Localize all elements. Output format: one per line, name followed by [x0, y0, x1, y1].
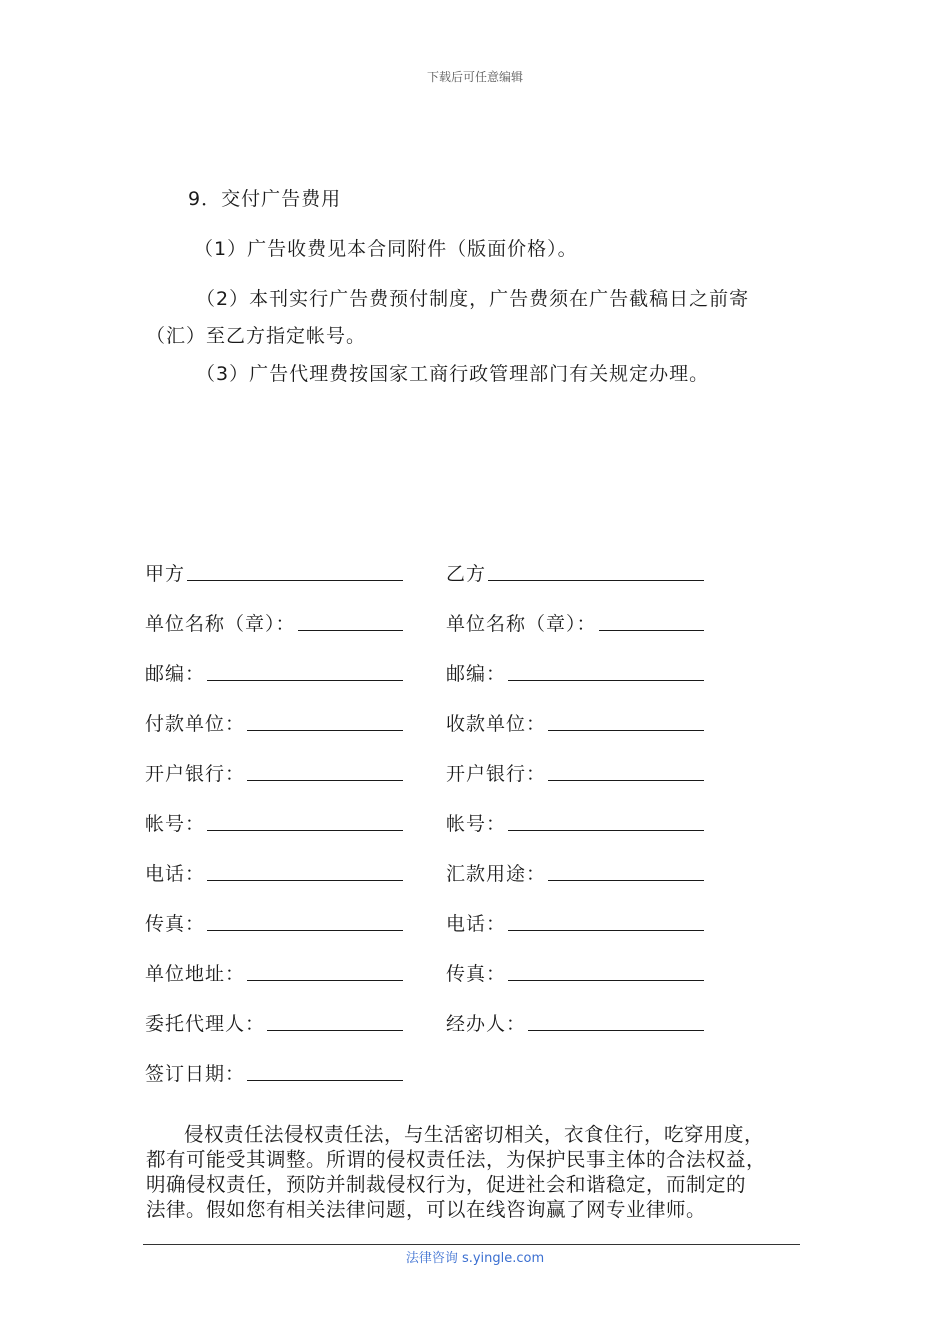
party-a-sign-date-label: 签订日期：: [145, 1063, 246, 1085]
party-a-fax-blank[interactable]: [207, 929, 403, 931]
party-a-bank-blank[interactable]: [247, 779, 403, 781]
section-item-3: （3）广告代理费按国家工商行政管理部门有关规定办理。: [196, 363, 710, 385]
party-a-unit-name-label: 单位名称（章）：: [145, 613, 296, 635]
party-b-remit-purpose-label: 汇款用途：: [446, 863, 547, 885]
party-b-payee-row: [446, 710, 704, 736]
page-header-note: 下载后可任意编辑: [426, 70, 523, 84]
party-a-phone-blank[interactable]: [207, 879, 403, 881]
party-b-bank-row: [446, 760, 704, 786]
closing-line-4: 法律。假如您有相关法律问题，可以在线咨询赢了网专业律师。: [146, 1198, 707, 1221]
closing-line-3: 明确侵权责任，预防并制裁侵权行为，促进社会和谐稳定，而制定的: [146, 1173, 747, 1196]
party-a-bank-label: 开户银行：: [145, 763, 246, 785]
footer-link[interactable]: 法律咨询 s.yingle.com: [405, 1251, 545, 1266]
party-b-payee-label: 收款单位：: [446, 713, 547, 735]
party-b-phone-blank[interactable]: [508, 929, 704, 931]
party-b-phone-row: [446, 910, 704, 936]
party-b-unit-name-row: [446, 610, 704, 636]
party-a-payer-blank[interactable]: [247, 729, 403, 731]
section-item-1: （1）广告收费见本合同附件（版面价格）。: [194, 238, 578, 260]
party-b-handler-row: [446, 1010, 704, 1036]
party-b-fax-blank[interactable]: [508, 979, 704, 981]
party-b-payee-blank[interactable]: [548, 729, 704, 731]
party-b-phone-label: 电话：: [446, 913, 507, 935]
party-a-payer-row: [145, 710, 403, 736]
party-a-name-blank[interactable]: [187, 579, 403, 581]
party-a-sign-date-row: [145, 1060, 403, 1086]
party-a-address-row: [145, 960, 403, 986]
party-a-agent-row: [145, 1010, 403, 1036]
party-a-phone-label: 电话：: [145, 863, 206, 885]
party-a-fax-label: 传真：: [145, 913, 206, 935]
party-b-account-blank[interactable]: [508, 829, 704, 831]
party-a-account-row: [145, 810, 403, 836]
party-b-bank-label: 开户银行：: [446, 763, 547, 785]
party-b-account-label: 帐号：: [446, 813, 507, 835]
section-heading: 9．交付广告费用: [188, 188, 342, 210]
party-b-unit-name-blank[interactable]: [599, 629, 704, 631]
section-item-2-continued: （汇）至乙方指定帐号。: [146, 325, 367, 347]
party-a-postcode-blank[interactable]: [207, 679, 403, 681]
party-a-sign-date-blank[interactable]: [247, 1079, 403, 1081]
party-a-fax-row: [145, 910, 403, 936]
party-a-agent-blank[interactable]: [267, 1029, 403, 1031]
closing-paragraph: [146, 1122, 806, 1222]
party-a-account-blank[interactable]: [207, 829, 403, 831]
closing-line-2: 都有可能受其调整。所谓的侵权责任法，为保护民事主体的合法权益，: [146, 1148, 767, 1171]
party-a-phone-row: [145, 860, 403, 886]
party-b-unit-name-label: 单位名称（章）：: [446, 613, 597, 635]
party-b-name-label: 乙方: [446, 563, 487, 585]
party-a-agent-label: 委托代理人：: [145, 1013, 266, 1035]
party-b-account-row: [446, 810, 704, 836]
party-b-fax-label: 传真：: [446, 963, 507, 985]
party-a-name-label: 甲方: [145, 563, 186, 585]
party-b-postcode-blank[interactable]: [508, 679, 704, 681]
closing-line-1: 侵权责任法侵权责任法，与生活密切相关，衣食住行，吃穿用度，: [184, 1123, 765, 1146]
party-b-fax-row: [446, 960, 704, 986]
party-b-postcode-label: 邮编：: [446, 663, 507, 685]
party-b-handler-label: 经办人：: [446, 1013, 527, 1035]
party-a-account-label: 帐号：: [145, 813, 206, 835]
party-b-name-blank[interactable]: [488, 579, 704, 581]
party-a-postcode-label: 邮编：: [145, 663, 206, 685]
party-b-bank-blank[interactable]: [548, 779, 704, 781]
party-a-address-blank[interactable]: [247, 979, 403, 981]
party-a-unit-name-row: [145, 610, 403, 636]
party-b-name-row: [446, 560, 704, 586]
party-a-postcode-row: [145, 660, 403, 686]
party-b-handler-blank[interactable]: [528, 1029, 704, 1031]
party-a-address-label: 单位地址：: [145, 963, 246, 985]
party-b-remit-purpose-row: [446, 860, 704, 886]
party-a-bank-row: [145, 760, 403, 786]
party-a-name-row: [145, 560, 403, 586]
party-b-remit-purpose-blank[interactable]: [548, 879, 704, 881]
section-item-2: （2）本刊实行广告费预付制度，广告费须在广告截稿日之前寄: [196, 288, 750, 310]
footer-divider: [143, 1244, 800, 1245]
party-a-payer-label: 付款单位：: [145, 713, 246, 735]
party-b-postcode-row: [446, 660, 704, 686]
party-a-unit-name-blank[interactable]: [298, 629, 403, 631]
